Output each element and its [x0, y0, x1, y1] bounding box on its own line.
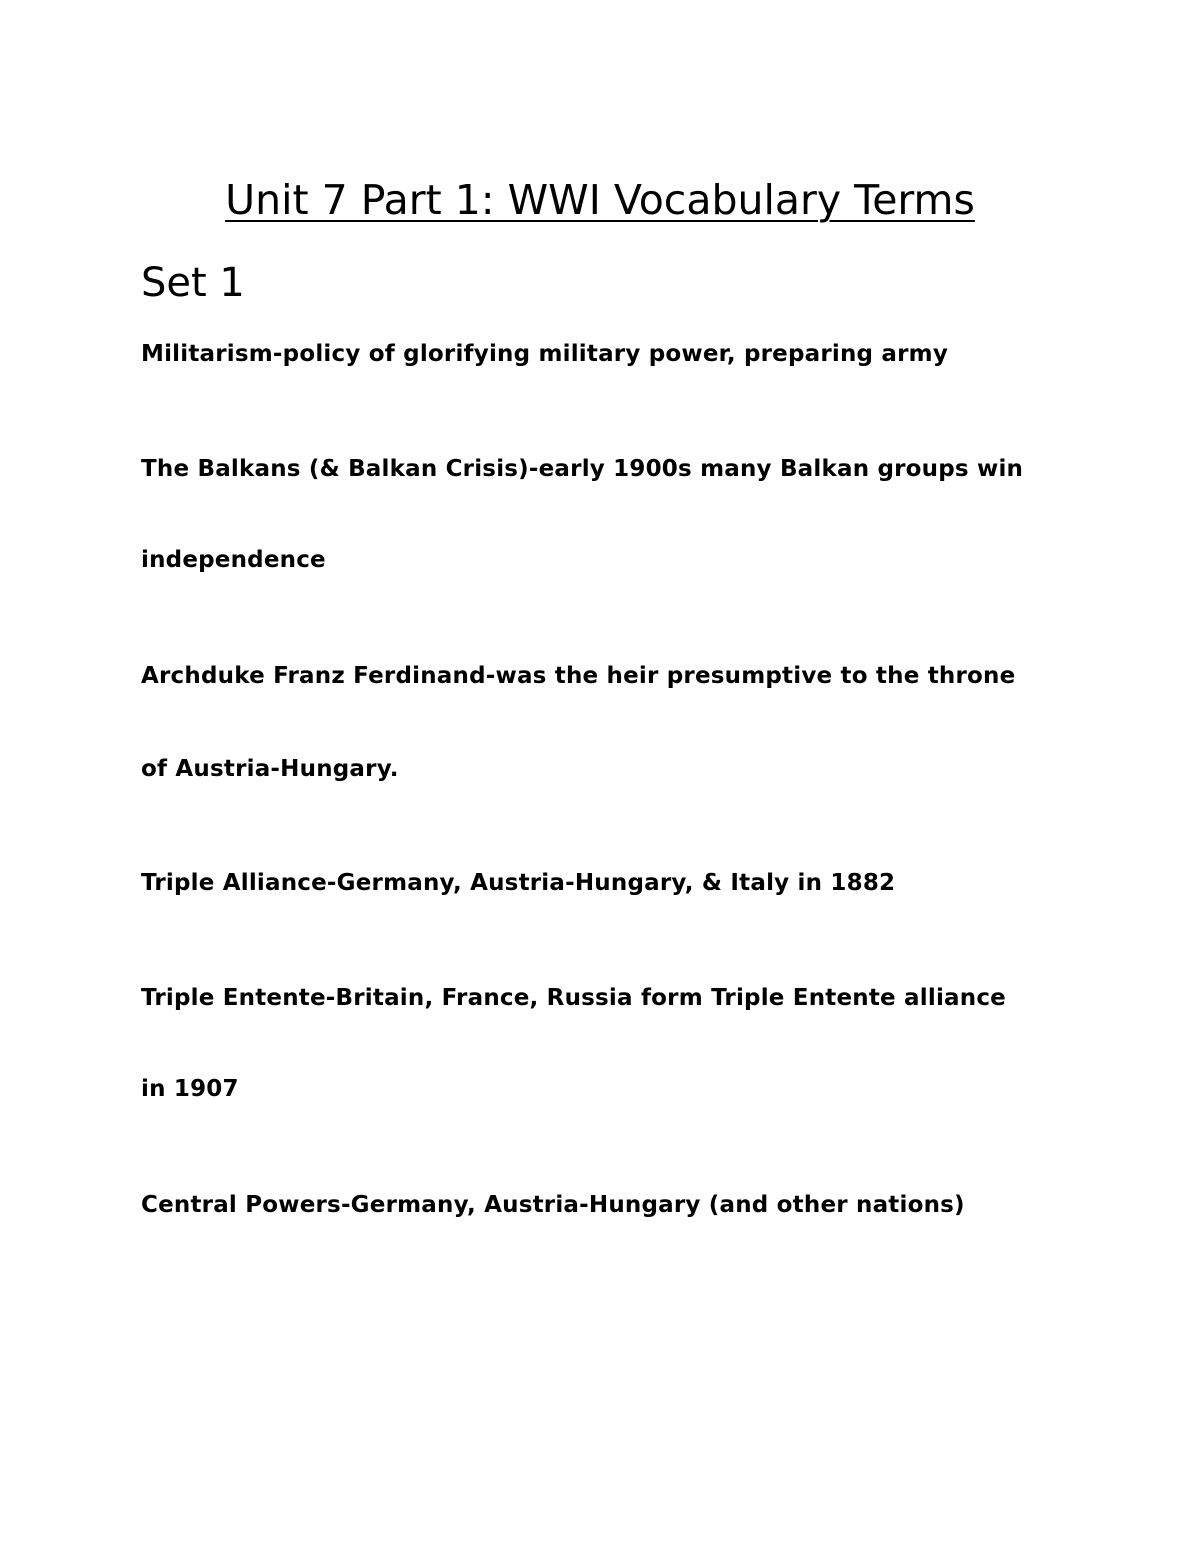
vocab-line-central-powers: Central Powers-Germany, Austria-Hungary (and other nations): [141, 1192, 965, 1218]
set-heading: Set 1: [141, 260, 245, 306]
vocab-line-triple-alliance: Triple Alliance-Germany, Austria-Hungary, & Italy in 1882: [141, 870, 896, 896]
vocab-line-franz-ferdinand-continued: of Austria-Hungary.: [141, 756, 399, 782]
vocab-line-balkans: The Balkans (& Balkan Crisis)-early 1900s many Balkan groups win: [141, 456, 1024, 482]
vocab-line-balkans-continued: independence: [141, 547, 326, 573]
page-title-text: Unit 7 Part 1: WWI Vocabulary Terms: [225, 176, 975, 224]
vocab-line-triple-entente: Triple Entente-Britain, France, Russia form Triple Entente alliance: [141, 985, 1006, 1011]
vocab-line-franz-ferdinand: Archduke Franz Ferdinand-was the heir presumptive to the throne: [141, 663, 1016, 689]
vocab-line-triple-entente-continued: in 1907: [141, 1076, 239, 1102]
vocab-line-militarism: Militarism-policy of glorifying military power, preparing army: [141, 341, 949, 367]
page-title: [0, 170, 1200, 230]
